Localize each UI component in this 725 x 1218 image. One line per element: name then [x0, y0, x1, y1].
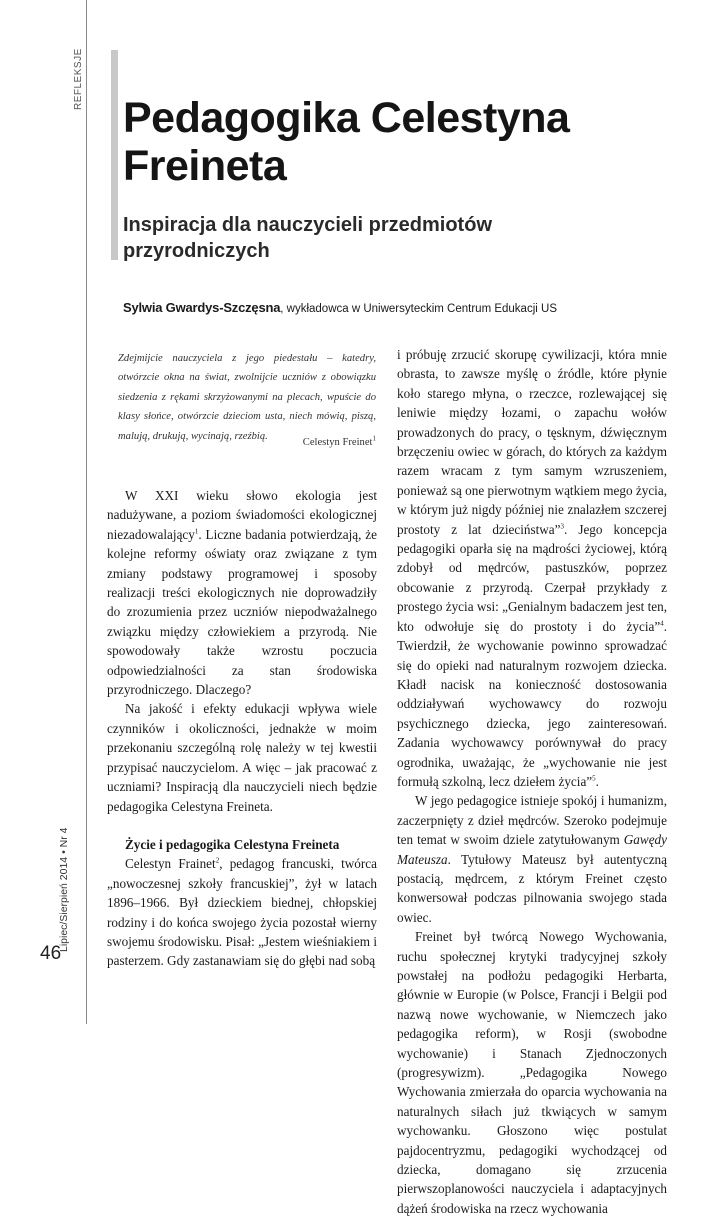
footnote-ref: 3 — [560, 522, 564, 531]
title-line-1: Pedagogika Celestyna — [123, 94, 570, 142]
author-line — [123, 300, 683, 315]
paragraph-new-education: Freinet był twórcą Nowego Wychowania, ruchu społecznej krytyki tradycyjnej szkoły powstałej na podłożu pedagogiki Herbarta, głównie w Europie (w Polsce, Francji i Belgii pod nazwą nowe wychowanie, w Niemczech jako pedagogika reform), w Rosji (swobodne wychowanie) i Stanach Zjednoczonych (progresywizm). „Pedagogika Nowego Wychowania zmierzała do oparcia wychowania na naturalnych siłach już tkwiących w samym wychowanku. Głoszono więc postulat pajdocentryzmu, pedagogiki wychodzącej od dziecka, domagano się zrzucenia pierwszoplanowości nauczyciela i adaptacyjnych dążeń środowiska na rzecz wychowania — [397, 929, 667, 1216]
paragraph-text: . — [663, 618, 667, 634]
paragraph-text: W XXI wieku słowo ekologia jest nadużywane, a poziom świadomości ekologicznej niezadowalający — [107, 488, 377, 542]
section-heading: Życie i pedagogika Celestyna Freineta — [125, 836, 340, 852]
footnote-ref: 1 — [372, 434, 376, 443]
article-title — [123, 94, 663, 190]
paragraph-life — [397, 345, 667, 791]
margin-rule — [86, 0, 87, 1024]
footnote-ref: 2 — [215, 856, 220, 865]
paragraph-text: . Tytułowy Mateusz był autentyczną postacią, mędrcem, z którym Freinet często konwersował podczas pilnowania swojego stada owiec. — [397, 851, 667, 925]
title-line-2: Freineta — [123, 142, 287, 190]
subtitle-line-1: Inspiracja dla nauczycieli przedmiotów — [123, 214, 492, 236]
author-affiliation: , wykładowca w Uniwersyteckim Centrum Edukacji US — [280, 303, 557, 315]
spacer — [107, 816, 377, 835]
author-name: Sylwia Gwardys-Szczęsna — [123, 300, 281, 315]
epigraph-author — [118, 434, 376, 448]
paragraph-text: . — [595, 773, 599, 789]
paragraph-text: Jego koncepcja pedagogiki oparła się na mądrości życiowej, którą zdobył od mędrców, pastuszków, poprzez obcowanie z przyrodą. Czerpał przykłady z prostego życia wsi: „Genialnym badaczem jest ten, kto odwołuje się do prostoty i do życia” — [397, 521, 667, 634]
paragraph-text: . Liczne badania potwierdzają, że kolejne reformy oświaty oraz związane z tym zmiany podstawy programowej i sposoby realizacji treści ekologicznych nie doprowadziły do zrozumienia przez uczniów niepodważalnego związku między człowiekiem a przyrodą. Nie spowodowały także wzrostu poczucia odpowiedzialności za stan środowiska przyrodniczego. Dlaczego? — [107, 526, 377, 698]
page-number: 46 — [40, 943, 62, 964]
article-subtitle — [123, 212, 643, 264]
paragraph-intro — [107, 486, 377, 699]
body-column-right — [397, 345, 667, 1218]
title-accent-bar — [111, 50, 118, 260]
issue-label: Lipiec/Sierpień 2014 • Nr 4 — [58, 827, 70, 952]
paragraph-text: Celestyn Frainet — [125, 856, 216, 872]
epigraph-quote: Zdejmijcie nauczyciela z jego piedestału – katedry, otwórzcie okna na świat, zwolnijcie uczniów z obowiązku siedzenia z rękami skrzyżowanymi na plecach, wpuście do klasy słońce, otwórzcie dzieciom usta, niech mówią, piszą, malują, drukują, wycinają, rzeźbią. — [118, 353, 376, 442]
footnote-ref: 4 — [660, 619, 664, 628]
paragraph-text: W jego pedagogice istnieje spokój i humanizm, zaczerpnięty z dzieł mędrców. Szeroko podejmuje ten temat w swoim dziele zatytułowanym — [397, 793, 667, 848]
footnote-ref: 5 — [592, 774, 596, 783]
paragraph-education: Na jakość i efekty edukacji wpływa wiele czynników i okoliczności, jednakże w moim przekonaniu szczególną rolę należy w tej kwestii przypisać nauczycielom. A więc – jak pracować z uczniami? Inspiracją dla nauczycieli niech będzie pedagogika Celestyna Freineta. — [107, 701, 377, 814]
paragraph-text: , pedagog francuski, twórca „nowoczesnej szkoły francuskiej”, żył w latach 1896–1966. Był dzieckiem biednej, chłopskiej rodziny i do końca swojego życia pozostał wierny swojemu środowisku. Pisał: „Jestem wieśniakiem i pasterzem. Gdy zastanawiam się do głębi nad sobą — [107, 856, 377, 969]
footnote-ref: 1 — [194, 527, 199, 536]
paragraph-text: . — [563, 521, 568, 537]
paragraph-text: Twierdził, że wychowanie powinno sprowadzać się do opieki nad naturalnym rozwojem dziecka. Kładł nacisk na konieczność dostosowania oddziaływań wychowawcy do rozwoju psychicznego dziecka, jego zainteresowań. Zadania wychowawcy porównywał do pracy ogrodnika, uważając, że „wychowanie nie jest formułą szkolną, lecz dziełem życia” — [397, 638, 667, 789]
body-column-left — [107, 486, 377, 971]
paragraph-life — [107, 854, 377, 970]
subtitle-line-2: przyrodniczych — [123, 240, 270, 262]
section-label: REFLEKSJE — [73, 48, 84, 110]
epigraph-author-name: Celestyn Freinet — [302, 437, 373, 448]
paragraph-humanism — [397, 791, 667, 927]
book-title: Gawędy Mateusza — [397, 832, 667, 867]
paragraph-text: i próbuję zrzucić skorupę cywilizacji, która mnie obrasta, to zawsze myślę o źródle, które płynie koło starego młyna, o rzeczce, rozlewającej się leniwie między łozami, o zapachu wołów prowadzonych do pracy, o tęsknym, dźwięcznym brzęczeniu owiec w górach, do których za każdym razem wracam z tym samym wzruszeniem, ponieważ są one pierwotnym wątkiem mego życia, w którym już nigdy później nie znalazłem szczerej prostoty z lat dzieciństwa” — [397, 347, 667, 537]
